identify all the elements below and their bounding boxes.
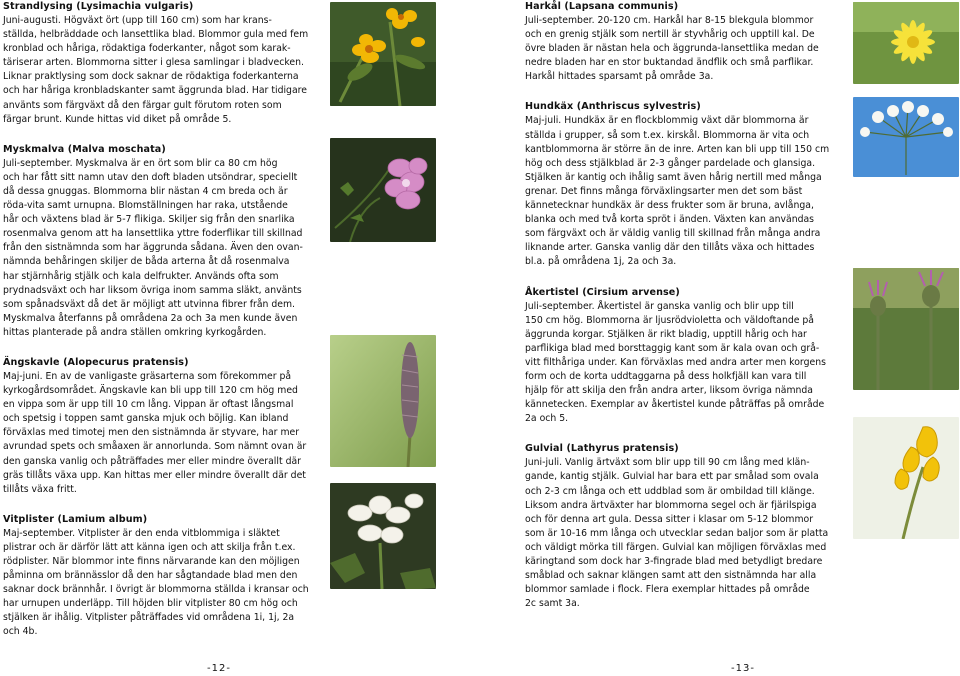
entry-akertistel — [525, 286, 845, 427]
vitplister-photo — [330, 483, 436, 589]
strandlysing-photo — [330, 2, 436, 106]
entry-vitplister — [3, 513, 325, 640]
entry-body: Juni-augusti. Högväxt ört (upp till 160 cm) som har krans- ställda, helbräddade och lansettlika blad. Blommor gula med fem kronblad och håriga, rödaktiga foderkanter, något som karak- täriserar arten. Blommorna sitter i glesa samlingar i bladvecken. Liknar praktlysing som dock saknar de rödaktiga foderkanterna och har håriga kronbladskanter samt äggrunda blad. Har tidigare använts som färgväxt då den färgar gult förutom roten som färgar brunt. Kunde hittas vid diket på område 5. — [3, 15, 309, 125]
akertistel-photo — [853, 268, 959, 390]
entry-body: Maj-juni. En av de vanligaste gräsarterna som förekommer på kyrkogårdsområdet. Ängskavle kan bli upp till 120 cm hög med en vippa som är upp till 10 cm lång. Vippan är oftast långsmal och spetsig i toppen samt ganska mjuk och böjlig. Kan ibland förväxlas med timotej men den sistnämnda är styvare, har mer avrundad spets och småaxen är annorlunda. Som nämnt ovan är den ganska vanlig och påträffades mer eller mindre överallt där gräs tillåts växa upp. Kan hittas mer eller mindre överallt där det tillåts växa fritt. — [3, 370, 307, 495]
entry-title: Hundkäx (Anthriscus sylvestris) — [525, 101, 701, 113]
entry-strandlysing — [3, 0, 325, 127]
entry-harkal — [525, 0, 845, 84]
entry-title: Vitplister (Lamium album) — [3, 513, 148, 525]
entry-angskavle — [3, 356, 325, 497]
page-number-left: -12- — [207, 663, 231, 674]
entry-title: Myskmalva (Malva moschata) — [3, 143, 166, 155]
entry-body: Maj-september. Vitplister är den enda vitblommiga i släktet plistrar och är därför lätt att känna igen och att skilja från t.ex. rödplister. När blommor inte finns närvarande kan den möjligen påminna om brännässlor då den har sågtandade blad men den saknar dock brännhår. I övrigt är blommorna ställda i kransar och har urnupen underläpp. Till höjden blir vitplister 80 cm hög och stjälken är ihålig. Vitplister påträffades vid områdena 1i, 1j, 2a och 4b. — [3, 527, 309, 638]
entry-body: Juli-september. Åkertistel är ganska vanlig och blir upp till 150 cm hög. Blommorna är ljusrödvioletta och väldoftande på äggrunda korgar. Stjälken är rikt bladig, upptill hårig och har parflikiga blad med borsttaggig kant som är kala ovan och grå- vitt filthåriga under. Kan förväxlas med andra arter men korgens form och de korta uddtaggarna på dess holkfjäll kan vara till hjälp för att skilja den från andra arter, liksom övriga nämnda kännetecken. Exemplar av åkertistel kunde påträffas på område 2a och 5. — [525, 300, 826, 425]
entry-title: Gulvial (Lathyrus pratensis) — [525, 443, 679, 455]
entry-body: Juni-juli. Vanlig ärtväxt som blir upp till 90 cm lång med klän- gande, kantig stjälk. Gulvial har bara ett par smålad som ovala och 2-3 cm långa och ett uddblad som är ombildad till klänge. Liksom andra ärtväxter har blommorna segel och är fjärilspiga och för denna art gula. Dessa sitter i klasar om 5-12 blommor som är 10-16 mm långa och utvecklar sedan baljor som är platta och väldigt mörka till färgen. Gulvial kan möjligen förväxlas med käringtand som dock har 3-fingrade blad med betydligt bredare småblad och saknar klängen samt att den sistnämnda har alla blommor samlade i flock. Flera exemplar hittades på område 2c samt 3a. — [525, 457, 829, 610]
page-number-right: -13- — [731, 663, 755, 674]
entry-title: Ängskavle (Alopecurus pratensis) — [3, 356, 189, 368]
harkal-photo — [853, 2, 959, 84]
entry-body: Maj-juli. Hundkäx är en flockblommig växt där blommorna är ställda i grupper, så som t.ex. kirskål. Blommorna är vita och kantblommorna är större än de inre. Arten kan bli upp till 150 cm hög och dess stjälkblad är 2-3 gånger pardelade och glansiga. Stjälken är kantig och ihålig samt även hårig nertill med många grenar. Det finns många förväxlingsarter men det som bäst kännetecknar hundkäx är dess frukter som är bruna, avlånga, blanka och med två korta spröt i änden. Växten kan användas som färgväxt och är väldig vanlig till skillnad från många andra liknande arter. Ganska vanlig där den tillåts växa och hittades bl.a. på områdena 1j, 2a och 3a. — [525, 115, 830, 268]
angskavle-photo — [330, 335, 436, 467]
entry-title: Harkål (Lapsana communis) — [525, 1, 679, 12]
entry-myskmalva — [3, 143, 325, 340]
entry-body: Juli-september. 20-120 cm. Harkål har 8-15 blekgula blommor och en grenig stjälk som nertill är styvhårig och upptill kal. De övre bladen är nästan hela och äggrunda-lansettlika medan de nedre bladen har en stor buktandad ändflik och små parflikar. Harkål hittades sparsamt på område 3a. — [525, 15, 819, 83]
myskmalva-photo — [330, 138, 436, 242]
hundkax-photo — [853, 97, 959, 177]
right-page-text — [525, 0, 845, 611]
entry-hundkax — [525, 100, 845, 269]
left-page-text — [3, 0, 325, 640]
entry-title: Strandlysing (Lysimachia vulgaris) — [3, 1, 194, 12]
entry-gulvial — [525, 442, 845, 611]
entry-body: Juli-september. Myskmalva är en ört som blir ca 80 cm hög och har fått sitt namn utav den doft bladen utsöndrar, speciellt då dessa gnuggas. Blommorna blir nästan 4 cm breda och är röda-vita samt urnupna. Blomställningen har raka, utstående hår och växtens blad är 5-7 flikiga. Skiljer sig från den snarlika rosenmalva genom att ha lansettlika yttre foderflikar till skillnad från den sistnämnda som har äggrunda sådana. Även den ovan- nämnda behåringen skiljer de båda arterna åt då rosenmalva har stjärnhårig stjälk och kala delfrukter. Används ofta som prydnadsväxt och har liksom övriga inom samma släkt, använts som spånadsväxt då det är möjligt att utvinna fibrer från dem. Myskmalva återfanns på områdena 2a och 3a men kunde även hittas planterade på andra ställen omkring kyrkogården. — [3, 157, 303, 338]
entry-title: Åkertistel (Cirsium arvense) — [525, 286, 680, 298]
gulvial-photo — [853, 417, 959, 539]
